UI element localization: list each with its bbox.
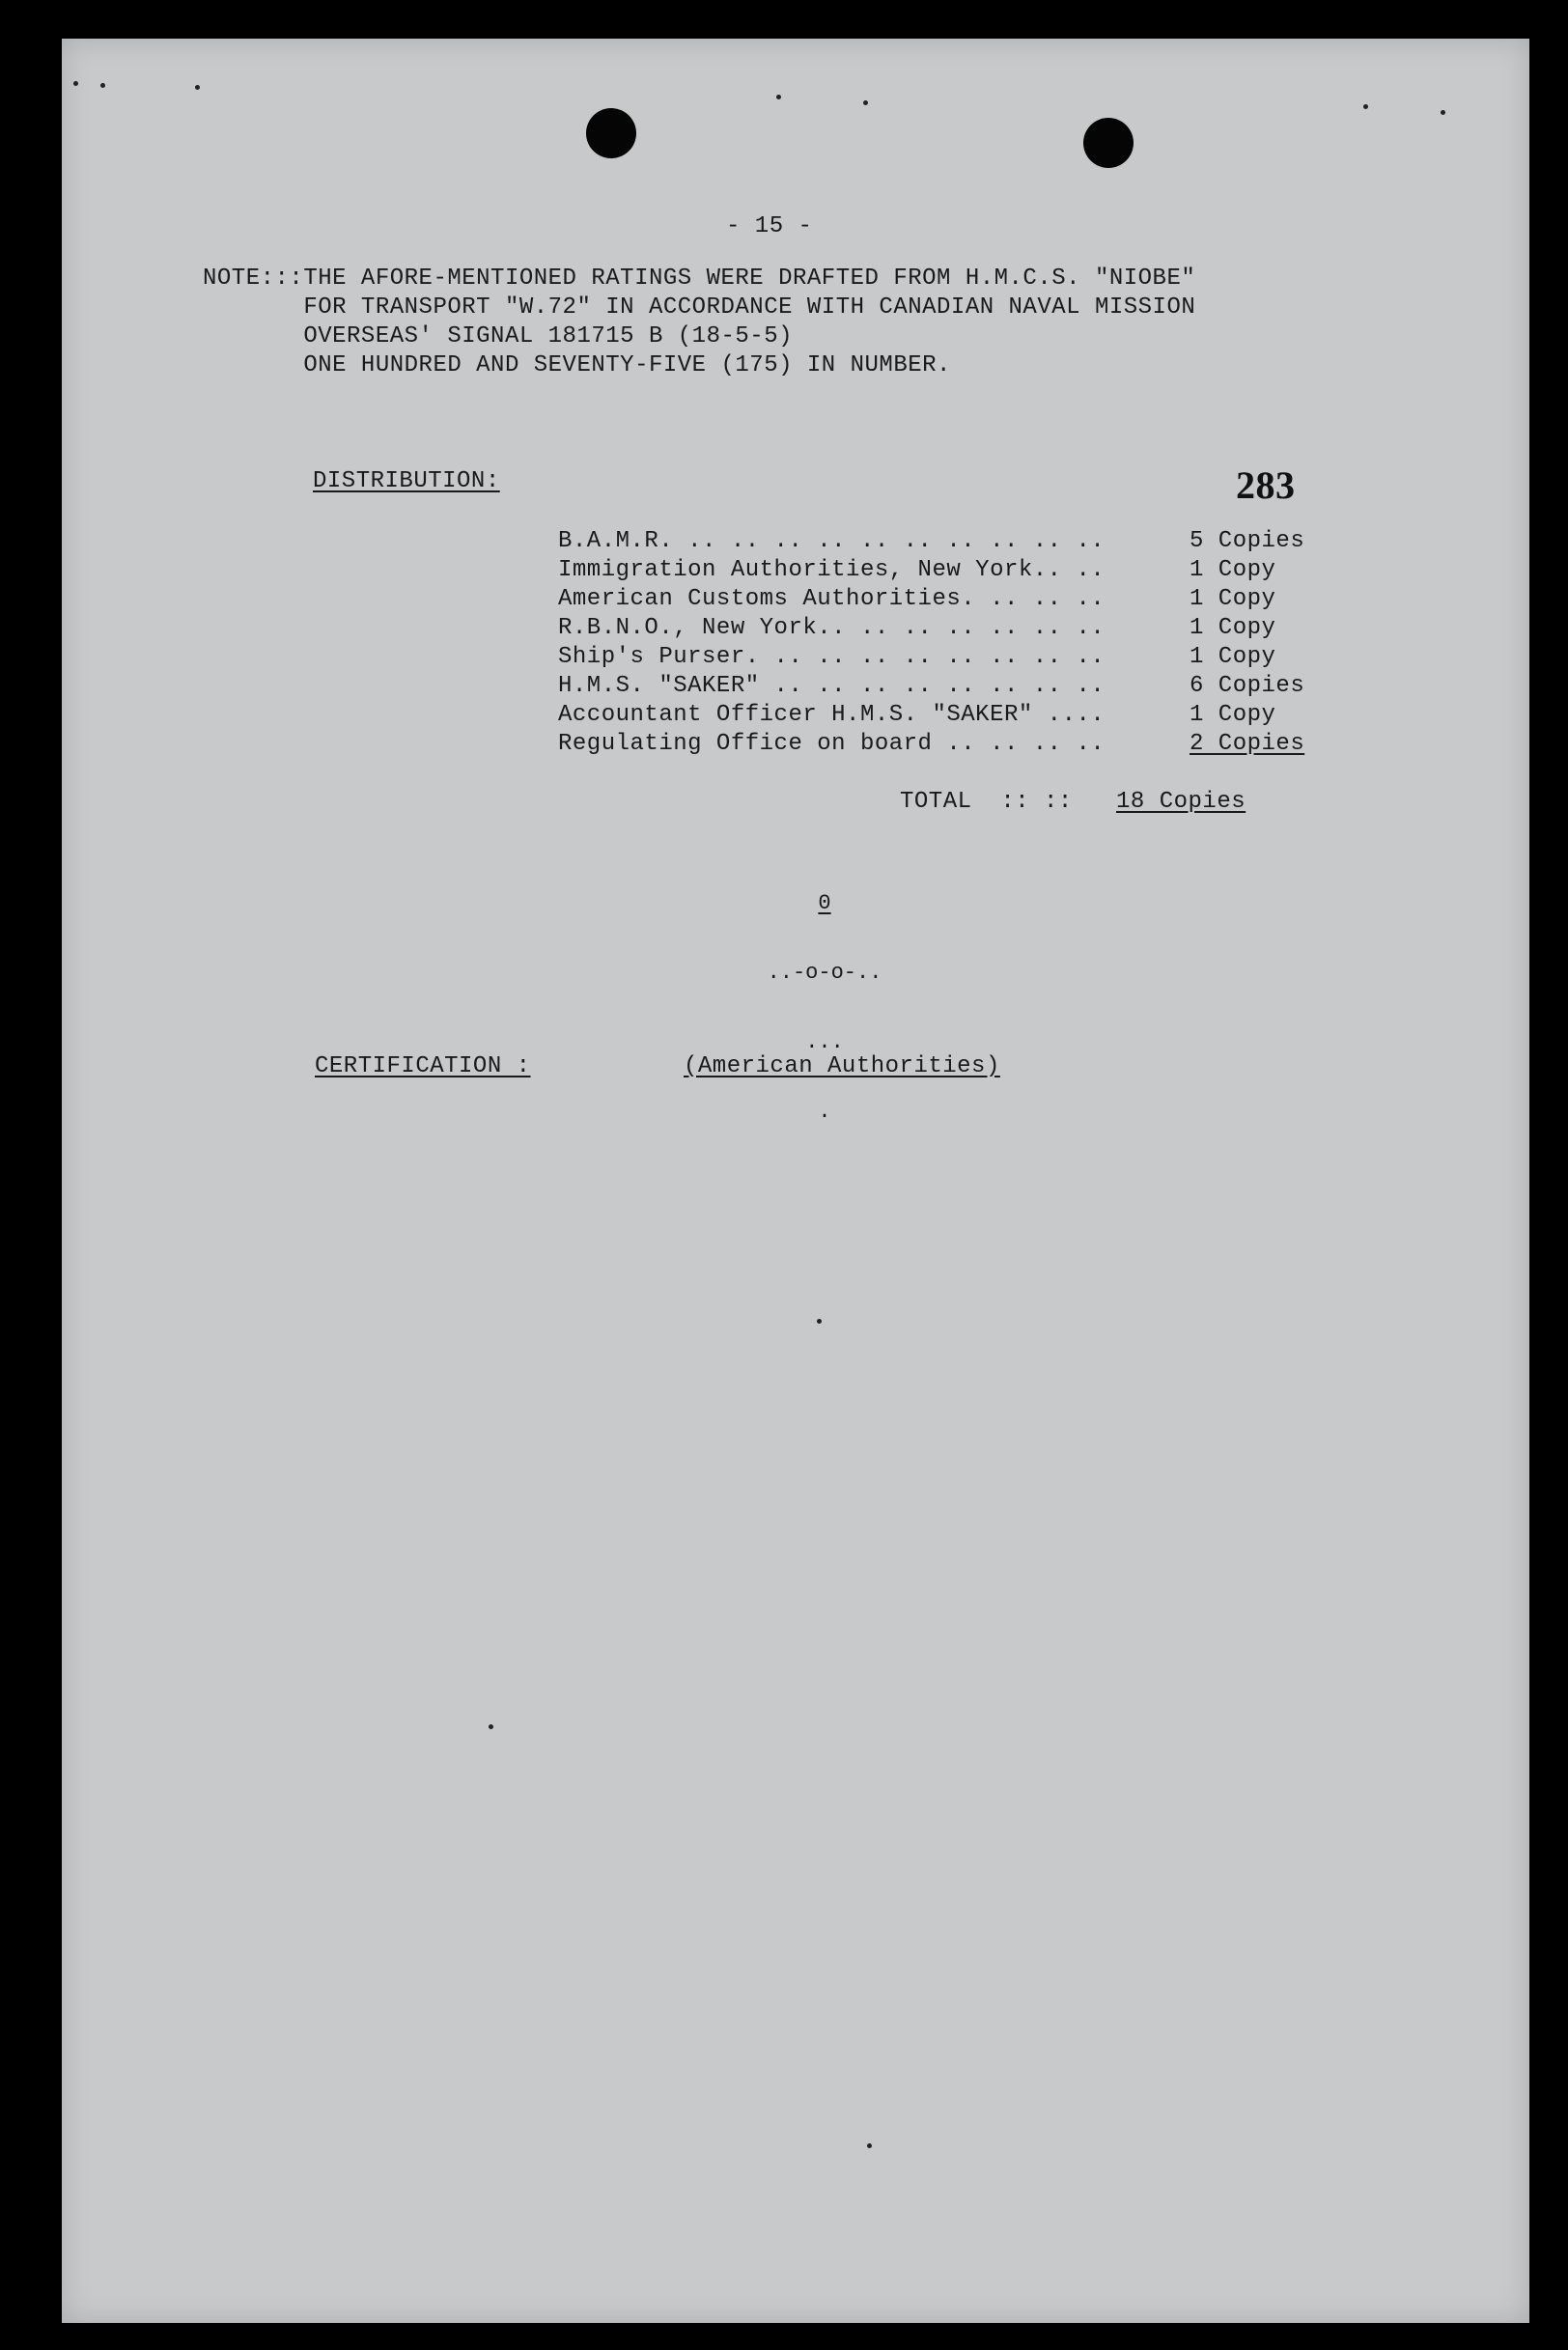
note-line-1: NOTE:::THE AFORE-MENTIONED RATINGS WERE DRAFTED FROM H.M.C.S. "NIOBE" (203, 266, 1196, 292)
distribution-row (558, 730, 1311, 759)
distribution-count: 6 Copies (1190, 673, 1305, 699)
distribution-row (558, 701, 1311, 730)
distribution-recipient: H.M.S. "SAKER" .. .. .. .. .. .. .. .. (558, 673, 1106, 699)
distribution-count: 1 Copy (1190, 644, 1276, 670)
total-value: 18 Copies (1116, 789, 1246, 815)
ornament-line: ... (805, 1030, 844, 1054)
certification-label: CERTIFICATION : (315, 1053, 531, 1079)
speck (73, 81, 78, 86)
speck (817, 1319, 822, 1324)
distribution-count: 1 Copy (1190, 615, 1276, 641)
speck (489, 1724, 493, 1729)
speck (776, 95, 781, 99)
speck (863, 100, 868, 105)
punch-hole-left (586, 108, 636, 158)
distribution-row (558, 643, 1311, 672)
distribution-recipient: Accountant Officer H.M.S. "SAKER" .... (558, 702, 1106, 728)
total-label: TOTAL :: :: (900, 789, 1073, 815)
distribution-heading: DISTRIBUTION: (313, 468, 500, 494)
distribution-recipient: Ship's Purser. .. .. .. .. .. .. .. .. (558, 644, 1106, 670)
note-line-4: ONE HUNDRED AND SEVENTY-FIVE (175) IN NUMBER. (203, 352, 951, 378)
distribution-count: 1 Copy (1190, 702, 1276, 728)
speck (195, 85, 200, 90)
ornament-line: . (818, 1100, 831, 1124)
document-page (62, 39, 1529, 2323)
distribution-row (558, 614, 1311, 643)
punch-hole-right (1083, 118, 1134, 168)
page-marker: - 15 - (726, 213, 813, 239)
distribution-recipient: B.A.M.R. .. .. .. .. .. .. .. .. .. .. (558, 528, 1106, 554)
speck (1441, 110, 1445, 115)
distribution-row (558, 556, 1311, 585)
speck (100, 83, 105, 88)
note-line-2: FOR TRANSPORT "W.72" IN ACCORDANCE WITH CANADIAN NAVAL MISSION (203, 294, 1196, 321)
distribution-count: 2 Copies (1190, 731, 1305, 757)
distribution-recipient: R.B.N.O., New York.. .. .. .. .. .. .. (558, 615, 1106, 641)
distribution-recipient: American Customs Authorities. .. .. .. (558, 586, 1106, 612)
distribution-row (558, 527, 1311, 556)
speck (1363, 104, 1368, 109)
note-line-3: OVERSEAS' SIGNAL 181715 B (18-5-5) (203, 323, 793, 350)
distribution-recipient: Immigration Authorities, New York.. .. (558, 557, 1106, 583)
ornament-line: ..-o-o-.. (767, 961, 882, 985)
distribution-row (558, 585, 1311, 614)
ornament (738, 846, 911, 1170)
distribution-count: 1 Copy (1190, 586, 1276, 612)
distribution-row (558, 672, 1311, 701)
distribution-count: 1 Copy (1190, 557, 1276, 583)
distribution-count: 5 Copies (1190, 528, 1305, 554)
speck (867, 2143, 872, 2148)
stamp-number: 283 (1236, 463, 1296, 507)
distribution-recipient: Regulating Office on board .. .. .. .. (558, 731, 1106, 757)
certification-value: (American Authorities) (684, 1053, 1000, 1079)
ornament-line: 0 (818, 891, 831, 915)
